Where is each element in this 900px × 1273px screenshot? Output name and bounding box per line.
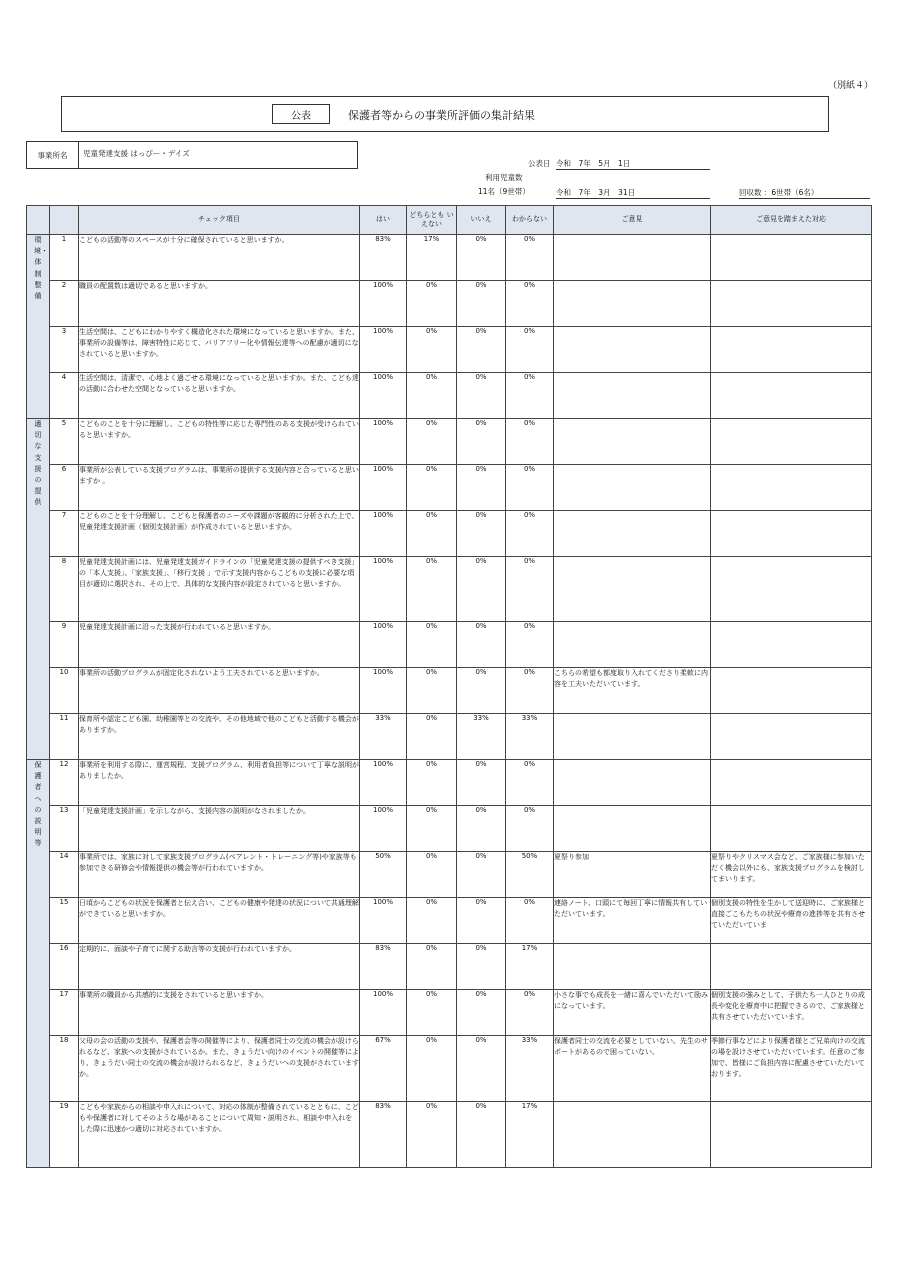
question-text: 児童発達支援計画に沿った支援が行われていると思いますか。 (79, 622, 360, 668)
unknown-percent: 0% (506, 668, 554, 714)
no-percent: 0% (457, 327, 506, 373)
question-text: こどもや家族からの相談や申入れについて、対応の体制が整備されているとともに、こどもや保護者に対してそのような場があることについて周知・説明され、相談や申入れをした際に迅速かつ適切に対応されていますか。 (79, 1102, 360, 1168)
header-opinion: ご意見 (554, 206, 711, 235)
opinion-text (554, 373, 711, 419)
question-text: 職員の配置数は適切であると思いますか。 (79, 281, 360, 327)
unknown-percent: 0% (506, 419, 554, 465)
neither-percent: 0% (407, 944, 457, 990)
unknown-percent: 0% (506, 281, 554, 327)
page-title: 保護者等からの事業所評価の集計結果 (348, 109, 535, 122)
no-percent: 0% (457, 557, 506, 622)
header-unknown: わからない (506, 206, 554, 235)
row-number: 17 (50, 990, 79, 1036)
no-percent: 0% (457, 760, 506, 806)
table-row (27, 419, 872, 465)
table-row (27, 327, 872, 373)
table-row (27, 898, 872, 944)
annex-label: （別紙４） (828, 81, 874, 91)
row-number: 19 (50, 1102, 79, 1168)
response-text (711, 714, 872, 760)
row-number: 4 (50, 373, 79, 419)
neither-percent: 0% (407, 327, 457, 373)
responses-count: 回収数 ：6世帯（6名） (739, 187, 870, 199)
question-text: 生活空間は、こどもにわかりやすく構造化された環境になっていると思いますか。また、事業所の設備等は、障害特性に応じて、バリアフリー化や情報伝達等への配慮が適切になされていると思いますか。 (79, 327, 360, 373)
unknown-percent: 50% (506, 852, 554, 898)
header-neither: どちらとも いえない (407, 206, 457, 235)
response-text (711, 465, 872, 511)
neither-percent: 0% (407, 1102, 457, 1168)
category-label (27, 760, 50, 1168)
opinion-text (554, 235, 711, 281)
question-text: 「児童発達支援計画」を示しながら、支援内容の説明がなされましたか。 (79, 806, 360, 852)
question-text: こどもの活動等のスペースが十分に確保されていると思いますか。 (79, 235, 360, 281)
opinion-text: 保護者同士の交流を必要としていない。先生のサポートがあるので困っていない。 (554, 1036, 711, 1102)
yes-percent: 33% (360, 714, 407, 760)
opinion-text (554, 806, 711, 852)
question-text: 児童発達支援計画には、児童発達支援ガイドラインの「児童発達支援の提供すべき支援」の「本人支援」、「家族支援」、「移行支援 」で示す支援内容からこどもの支援に必要な項目が適切に選択され、その上で、具体的な支援内容が設定されていると思いますか。 (79, 557, 360, 622)
no-percent: 0% (457, 1102, 506, 1168)
table-row (27, 990, 872, 1036)
no-percent: 0% (457, 465, 506, 511)
row-number: 9 (50, 622, 79, 668)
yes-percent: 100% (360, 327, 407, 373)
no-percent: 0% (457, 852, 506, 898)
yes-percent: 100% (360, 373, 407, 419)
table-row (27, 1036, 872, 1102)
no-percent: 0% (457, 419, 506, 465)
neither-percent: 0% (407, 760, 457, 806)
row-number: 14 (50, 852, 79, 898)
row-number: 15 (50, 898, 79, 944)
no-percent: 0% (457, 668, 506, 714)
neither-percent: 0% (407, 419, 457, 465)
unknown-percent: 0% (506, 327, 554, 373)
header-response: ご意見を踏まえた対応 (711, 206, 872, 235)
row-number: 1 (50, 235, 79, 281)
unknown-percent: 0% (506, 557, 554, 622)
response-text (711, 373, 872, 419)
no-percent: 0% (457, 511, 506, 557)
yes-percent: 83% (360, 1102, 407, 1168)
opinion-text (554, 465, 711, 511)
table-row (27, 511, 872, 557)
row-number: 6 (50, 465, 79, 511)
neither-percent: 0% (407, 806, 457, 852)
table-row (27, 852, 872, 898)
yes-percent: 100% (360, 557, 407, 622)
row-number: 7 (50, 511, 79, 557)
yes-percent: 100% (360, 990, 407, 1036)
question-text: 保育所や認定こども園、幼稚園等との交流や、その他地域で他のこどもと活動する機会がありますか。 (79, 714, 360, 760)
opinion-text (554, 557, 711, 622)
question-text: 事業所の職員から共感的に支援をされていると思いますか。 (79, 990, 360, 1036)
response-text (711, 557, 872, 622)
unknown-percent: 0% (506, 898, 554, 944)
row-number: 5 (50, 419, 79, 465)
publish-label: 公表日 (528, 159, 551, 168)
row-number: 2 (50, 281, 79, 327)
question-text: 日頃からこどもの状況を保護者と伝え合い、こどもの健康や発達の状況について共通理解ができていると思いますか。 (79, 898, 360, 944)
table-row (27, 760, 872, 806)
response-text (711, 806, 872, 852)
yes-percent: 100% (360, 419, 407, 465)
unknown-percent: 0% (506, 622, 554, 668)
evaluation-table (26, 205, 872, 1168)
unknown-percent: 33% (506, 1036, 554, 1102)
yes-percent: 100% (360, 511, 407, 557)
neither-percent: 0% (407, 511, 457, 557)
row-number: 8 (50, 557, 79, 622)
opinion-text: 小さな事でも成長を一緒に喜んでいただいて励みになっています。 (554, 990, 711, 1036)
neither-percent: 0% (407, 1036, 457, 1102)
neither-percent: 17% (407, 235, 457, 281)
table-row (27, 557, 872, 622)
category-text: 適切な支援の提供 (34, 420, 42, 507)
question-text: 定期的に、面談や子育てに関する助言等の支援が行われていますか。 (79, 944, 360, 990)
facility-box (26, 141, 358, 169)
opinion-text (554, 760, 711, 806)
unknown-percent: 0% (506, 760, 554, 806)
publish-tag: 公表 (272, 104, 330, 124)
table-row (27, 622, 872, 668)
neither-percent: 0% (407, 852, 457, 898)
category-text: 環境・体制整備 (34, 236, 48, 300)
response-text: 夏祭りやクリスマス会など、ご家族様に参加いただく機会以外にも、家族支援プログラムを検討してまいります。 (711, 852, 872, 898)
response-text (711, 235, 872, 281)
question-text: 事業所が公表している支援プログラムは、事業所の提供する支援内容と合っていると思いますか 。 (79, 465, 360, 511)
yes-percent: 83% (360, 235, 407, 281)
facility-name: 児童発達支援 はっぴー・デイズ (83, 149, 190, 158)
opinion-text (554, 944, 711, 990)
row-number: 3 (50, 327, 79, 373)
response-text (711, 760, 872, 806)
yes-percent: 100% (360, 465, 407, 511)
neither-percent: 0% (407, 990, 457, 1036)
yes-percent: 100% (360, 668, 407, 714)
opinion-text (554, 622, 711, 668)
table-row (27, 373, 872, 419)
neither-percent: 0% (407, 898, 457, 944)
no-percent: 0% (457, 281, 506, 327)
table-header-row (27, 206, 872, 235)
response-text (711, 668, 872, 714)
no-percent: 0% (457, 1036, 506, 1102)
unknown-percent: 17% (506, 944, 554, 990)
survey-date: 令和 7年 3月 31日 (556, 187, 710, 199)
row-number: 13 (50, 806, 79, 852)
no-percent: 0% (457, 622, 506, 668)
opinion-text: 夏祭り参加 (554, 852, 711, 898)
neither-percent: 0% (407, 622, 457, 668)
opinion-text: こちらの希望も都度取り入れてくださり柔軟に内容を工夫いただいています。 (554, 668, 711, 714)
opinion-text (554, 1102, 711, 1168)
yes-percent: 100% (360, 806, 407, 852)
title-box (61, 96, 829, 132)
no-percent: 0% (457, 235, 506, 281)
unknown-percent: 0% (506, 373, 554, 419)
facility-label: 事業所名 (27, 142, 79, 168)
no-percent: 0% (457, 990, 506, 1036)
header-category (27, 206, 50, 235)
header-check-item: チェック項目 (79, 206, 360, 235)
yes-percent: 100% (360, 622, 407, 668)
no-percent: 0% (457, 944, 506, 990)
yes-percent: 100% (360, 898, 407, 944)
unknown-percent: 0% (506, 806, 554, 852)
category-text: 保護者への説明等 (34, 761, 42, 848)
unknown-percent: 0% (506, 990, 554, 1036)
no-percent: 0% (457, 898, 506, 944)
question-text: 生活空間は、清潔で、心地よく過ごせる環境になっていると思いますか。また、こども達の活動に合わせた空間となっていると思いますか。 (79, 373, 360, 419)
row-number: 11 (50, 714, 79, 760)
neither-percent: 0% (407, 714, 457, 760)
response-text (711, 511, 872, 557)
yes-percent: 50% (360, 852, 407, 898)
users-label: 利用児童数 (485, 173, 523, 182)
question-text: 父母の会の活動の支援や、保護者会等の開催等により、保護者同士の交流の機会が設けられるなど、家族への支援がされているか。また、きょうだい向けのイベントの開催等により、きょうだい同士の交流の機会が設けられるなど、きょうだいへの支援がされていますか。 (79, 1036, 360, 1102)
unknown-percent: 0% (506, 465, 554, 511)
table-row (27, 806, 872, 852)
table-row (27, 281, 872, 327)
opinion-text (554, 281, 711, 327)
header-number (50, 206, 79, 235)
opinion-text (554, 511, 711, 557)
no-percent: 0% (457, 373, 506, 419)
table-row (27, 668, 872, 714)
response-text (711, 327, 872, 373)
header-yes: はい (360, 206, 407, 235)
yes-percent: 100% (360, 760, 407, 806)
category-label (27, 235, 50, 419)
table-row (27, 944, 872, 990)
neither-percent: 0% (407, 373, 457, 419)
unknown-percent: 33% (506, 714, 554, 760)
response-text (711, 944, 872, 990)
response-text: 個別支援の強みとして、子供たち一人ひとりの成長や変化を療育中に把握できるので、ご家族様と共有させていただいています。 (711, 990, 872, 1036)
unknown-percent: 17% (506, 1102, 554, 1168)
response-text (711, 1102, 872, 1168)
row-number: 16 (50, 944, 79, 990)
category-label (27, 419, 50, 760)
table-row (27, 1102, 872, 1168)
table-row (27, 714, 872, 760)
unknown-percent: 0% (506, 511, 554, 557)
yes-percent: 83% (360, 944, 407, 990)
no-percent: 33% (457, 714, 506, 760)
neither-percent: 0% (407, 668, 457, 714)
opinion-text (554, 714, 711, 760)
table-row (27, 235, 872, 281)
users-count: 11名（9世帯） (478, 187, 530, 196)
response-text: 個別支援の特性を生かして送迎時に、ご家族様と直接ごこもたちの状況や療育の進捗等を共有させていただいていま (711, 898, 872, 944)
opinion-text: 連絡ノート、口頭にて毎回丁寧に情報共有していただいています。 (554, 898, 711, 944)
question-text: 事業所を利用する際に、運営規程、支援プログラム、利用者負担等について丁寧な説明がありましたか。 (79, 760, 360, 806)
response-text (711, 281, 872, 327)
header-no: いいえ (457, 206, 506, 235)
response-text: 季節行事などにより保護者様とご兄弟向けの交流の場を設けさせていただいています。任意のご参加で、皆様にご負担内容に配慮させていただいております。 (711, 1036, 872, 1102)
response-text (711, 622, 872, 668)
response-text (711, 419, 872, 465)
unknown-percent: 0% (506, 235, 554, 281)
row-number: 18 (50, 1036, 79, 1102)
opinion-text (554, 419, 711, 465)
opinion-text (554, 327, 711, 373)
question-text: 事業所の活動プログラムが固定化されないよう工夫されていると思いますか。 (79, 668, 360, 714)
table-row (27, 465, 872, 511)
neither-percent: 0% (407, 281, 457, 327)
question-text: こどものことを十分理解し、こどもと保護者のニーズや課題が客観的に分析された上で、児童発達支援計画（個別支援計画）が作成されていると思いますか。 (79, 511, 360, 557)
neither-percent: 0% (407, 557, 457, 622)
question-text: こどものことを十分に理解し、こどもの特性等に応じた専門性のある支援が受けられていると思いますか。 (79, 419, 360, 465)
neither-percent: 0% (407, 465, 457, 511)
yes-percent: 100% (360, 281, 407, 327)
yes-percent: 67% (360, 1036, 407, 1102)
row-number: 10 (50, 668, 79, 714)
question-text: 事業所では、家族に対して家族支援プログラム(ペアレント・トレーニング等)や家族等も参加できる研修会や情報提供の機会等が行われていますか。 (79, 852, 360, 898)
no-percent: 0% (457, 806, 506, 852)
row-number: 12 (50, 760, 79, 806)
publish-date: 令和 7年 5月 1日 (556, 158, 710, 170)
